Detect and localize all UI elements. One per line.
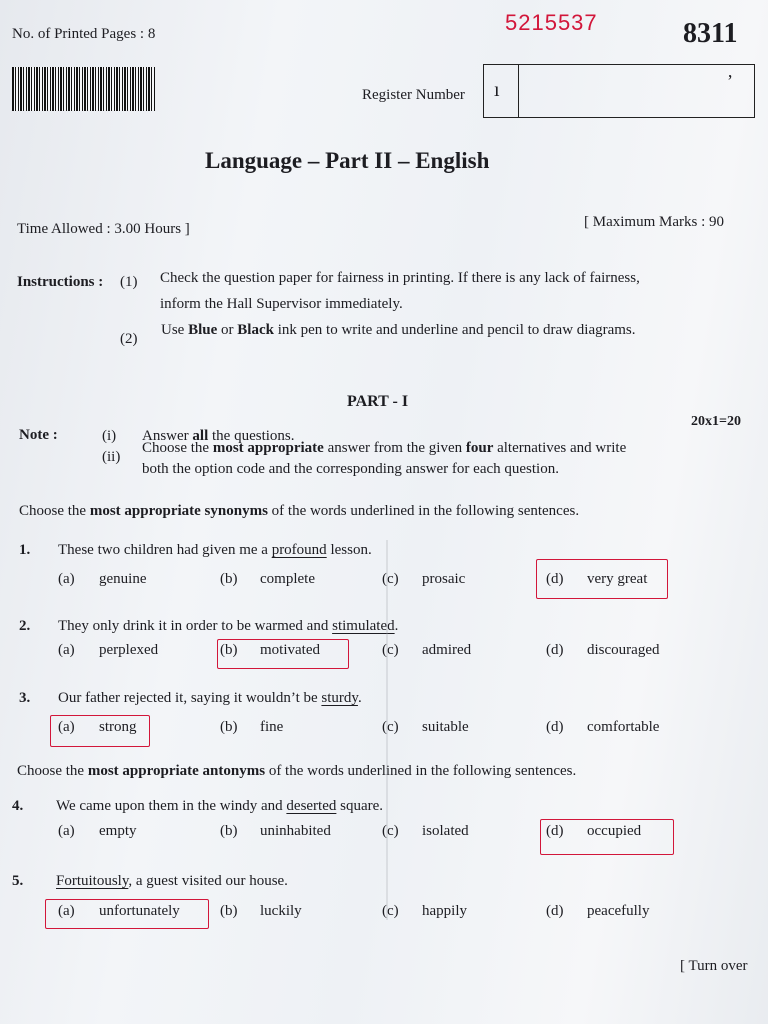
marks-formula: 20x1=20	[691, 414, 741, 429]
note-2-line-1: Choose the most appropriate answer from the given four alternatives and write	[142, 440, 627, 456]
turn-over: [ Turn over	[680, 958, 748, 974]
option-code: (c)	[382, 719, 399, 735]
option-code: (b)	[220, 642, 238, 658]
instruction-num-1: (1)	[120, 274, 138, 290]
option-code: (b)	[220, 823, 238, 839]
register-tick: ʼ	[727, 71, 733, 91]
note-1: Answer all the questions.	[142, 428, 295, 444]
note-label: Note :	[19, 427, 58, 443]
page-title: Language – Part II – English	[205, 148, 490, 173]
ink-black: Black	[237, 322, 274, 338]
option-code: (b)	[220, 719, 238, 735]
question-number: 4.	[12, 798, 24, 814]
option-code: (d)	[546, 823, 564, 839]
option-text: admired	[422, 642, 472, 658]
instructions-label: Instructions :	[17, 274, 104, 290]
option-text: motivated	[260, 642, 320, 658]
printed-pages: No. of Printed Pages : 8	[12, 26, 156, 42]
question-stem: These two children had given me a profound lesson.	[58, 542, 372, 558]
option-text: very great	[587, 571, 648, 587]
instruction-1-line-2: inform the Hall Supervisor immediately.	[160, 296, 403, 312]
paper-code: 8311	[683, 18, 738, 49]
center-crease	[386, 540, 388, 920]
option-text: happily	[422, 903, 467, 919]
answer-mark-box	[540, 819, 674, 855]
option-text: suitable	[422, 719, 469, 735]
option-code: (b)	[220, 571, 238, 587]
underlined-word: Fortuitously	[56, 873, 129, 889]
barcode	[12, 67, 155, 111]
option-text: empty	[99, 823, 137, 839]
synonyms-instruction: Choose the most appropriate synonyms of the words underlined in the following sentences.	[19, 503, 580, 519]
option-text: discouraged	[587, 642, 660, 658]
option-text: comfortable	[587, 719, 660, 735]
note-num-1: (i)	[102, 428, 117, 444]
answer-mark-box	[536, 559, 668, 599]
option-text: uninhabited	[260, 823, 331, 839]
answer-mark-box	[217, 639, 349, 669]
option-code: (a)	[58, 823, 75, 839]
instruction-num-2: (2)	[120, 331, 138, 347]
option-text: occupied	[587, 823, 642, 839]
question-number: 3.	[19, 690, 31, 706]
time-allowed: Time Allowed : 3.00 Hours ]	[17, 221, 190, 237]
antonyms-instruction: Choose the most appropriate antonyms of the words underlined in the following sentences.	[17, 763, 577, 779]
option-code: (a)	[58, 642, 75, 658]
option-text: fine	[260, 719, 284, 735]
underlined-word: profound	[271, 542, 327, 558]
question-number: 5.	[12, 873, 24, 889]
instruction-2: Use Blue or Black ink pen to write and underline and pencil to draw diagrams.	[161, 322, 636, 338]
option-text: unfortunately	[99, 903, 180, 919]
option-code: (c)	[382, 571, 399, 587]
answer-mark-box	[50, 715, 150, 747]
option-code: (d)	[546, 571, 564, 587]
question-stem: We came upon them in the windy and deserted square.	[56, 798, 384, 814]
note-2-line-2: both the option code and the corresponding answer for each question.	[142, 461, 559, 477]
option-text: luckily	[260, 903, 302, 919]
underlined-word: deserted	[286, 798, 337, 814]
instruction-1-line-1: Check the question paper for fairness in printing. If there is any lack of fairness,	[160, 270, 640, 286]
answer-mark-box	[45, 899, 209, 929]
question-stem: Our father rejected it, saying it wouldn’t be sturdy.	[58, 690, 362, 706]
ink-blue: Blue	[188, 322, 218, 338]
serial-number: 5215537	[505, 10, 598, 35]
option-text: peacefully	[587, 903, 650, 919]
option-text: isolated	[422, 823, 469, 839]
part-heading: PART - I	[347, 393, 409, 410]
register-number-cell	[484, 65, 519, 117]
question-stem: Fortuitously, a guest visited our house.	[56, 873, 288, 889]
option-code: (d)	[546, 903, 564, 919]
option-text: strong	[99, 719, 137, 735]
register-mark: ı	[494, 79, 500, 101]
option-code: (c)	[382, 823, 399, 839]
option-code: (a)	[58, 903, 75, 919]
underlined-word: sturdy	[321, 690, 358, 706]
option-code: (c)	[382, 903, 399, 919]
note-num-2: (ii)	[102, 449, 121, 465]
option-code: (d)	[546, 719, 564, 735]
option-text: perplexed	[99, 642, 159, 658]
option-text: complete	[260, 571, 315, 587]
question-stem: They only drink it in order to be warmed and stimulated.	[58, 618, 399, 634]
option-text: prosaic	[422, 571, 466, 587]
question-number: 2.	[19, 618, 31, 634]
option-text: genuine	[99, 571, 147, 587]
option-code: (a)	[58, 719, 75, 735]
maximum-marks: [ Maximum Marks : 90	[584, 214, 724, 230]
option-code: (b)	[220, 903, 238, 919]
option-code: (c)	[382, 642, 399, 658]
underlined-word: stimulated	[332, 618, 395, 634]
register-label: Register Number	[362, 87, 465, 103]
question-number: 1.	[19, 542, 31, 558]
register-number-box	[483, 64, 755, 118]
option-code: (a)	[58, 571, 75, 587]
option-code: (d)	[546, 642, 564, 658]
